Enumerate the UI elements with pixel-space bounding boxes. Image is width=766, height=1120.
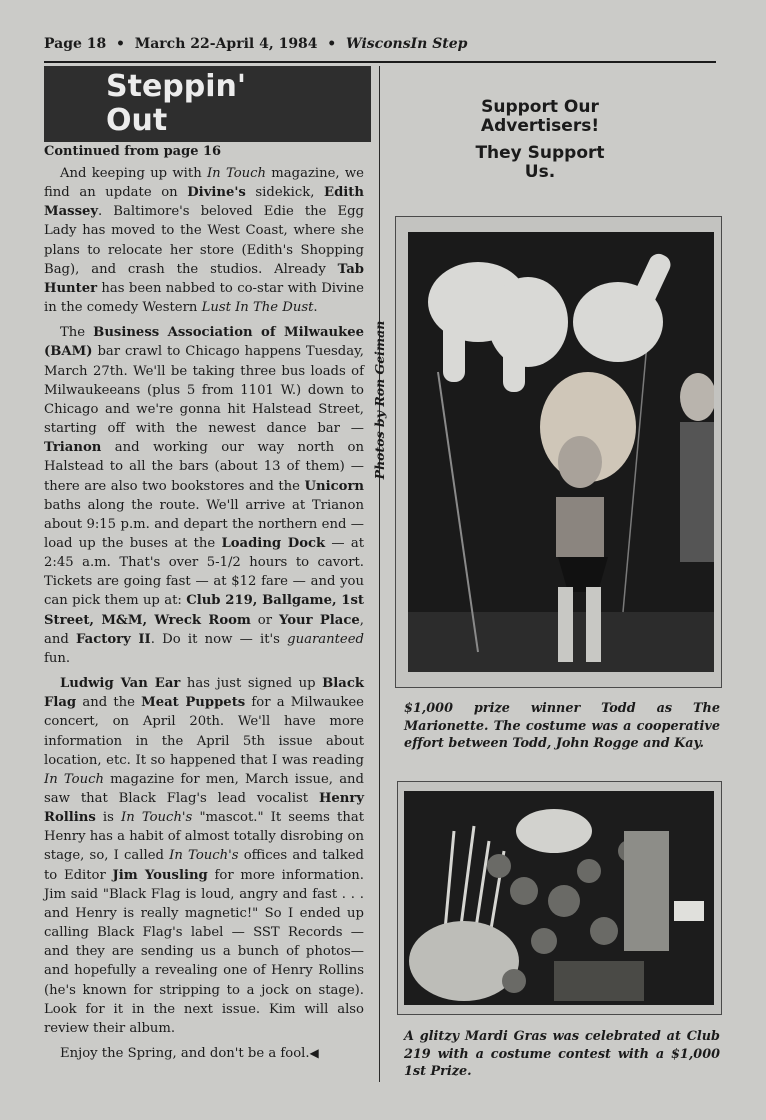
bold-run: Your Place <box>278 612 360 628</box>
text-run: . <box>313 300 318 316</box>
page-number: Page 18 <box>44 36 107 52</box>
banner-line-2: Out <box>106 103 168 138</box>
text-run: and the <box>76 695 142 711</box>
mardi-gras-photo-graphic <box>404 791 714 1005</box>
header-separator: • <box>116 36 125 52</box>
continued-note: Continued from page 16 <box>44 144 222 159</box>
mardi-gras-photo <box>404 791 714 1005</box>
article-paragraph <box>44 674 364 1038</box>
text-run: . Baltimore's beloved Edie the Egg Lady has moved to the West Coast, where she plans to relocate her store (Edith's Shopping Bag), and crash the studios. Already <box>44 204 364 277</box>
text-run: for more information. Jim said "Black Flag is loud, angry and fast . . . and Henry is really magnetic!" So I ended up calling Black Flag's label — SST Records — and they are sending us a bunch of photos— and hopefully a revealing one of Henry Rollins (he's known for stripping to a jock on stage). Look for it in the next issue. Kim will also review their album. <box>44 867 364 1036</box>
photo-caption: $1,000 prize winner Todd as The Marionette. The costume was a cooperative effort between Todd, John Rogge and Kay. <box>404 701 720 751</box>
text-run: Enjoy the Spring, and don't be a fool. <box>60 1046 310 1062</box>
bold-run: Jim Yousling <box>112 867 208 883</box>
article-paragraph <box>44 1044 364 1063</box>
issue-date: March 22-April 4, 1984 <box>134 36 318 52</box>
end-mark-icon: ◀ <box>309 1046 319 1061</box>
italic-run: guaranteed <box>287 631 364 647</box>
column-banner <box>44 66 371 142</box>
marionette-photo-graphic <box>408 232 714 672</box>
italic-run: In Touch <box>44 771 104 787</box>
bold-run: Henry Rollins <box>44 791 364 826</box>
page-header <box>44 36 716 52</box>
bold-run: Divine's <box>187 185 246 201</box>
column-divider <box>379 66 380 1082</box>
support-line: Support Our <box>481 97 599 117</box>
text-run: magazine for men, March issue, and saw that Black Flag's lead vocalist <box>44 771 364 806</box>
photo-credit: Photos by Ron Geiman <box>372 320 387 480</box>
support-line: Advertisers! <box>480 116 600 136</box>
text-run: and working our way north on Halstead to all the bars (about 13 of them) — there are also two bookstores and the <box>44 440 364 494</box>
text-run: magazine, we find an update on <box>44 166 364 201</box>
banner-line-1: Steppin' <box>106 69 247 104</box>
article-paragraph <box>44 164 364 317</box>
text-run: And keeping up with <box>60 166 207 181</box>
text-run: bar crawl to Chicago happens Tuesday, March 27th. We'll be taking three bus loads of Milwaukeeans (plus 5 from 1101 W.) down to Chicago and we're gonna hit Halstead Street, starting off with the newest dance bar — <box>44 344 364 437</box>
bold-run: Unicorn <box>304 478 364 494</box>
text-run: is <box>95 810 122 826</box>
text-run: has just signed up <box>180 676 323 692</box>
support-line: Us. <box>524 162 556 182</box>
text-run: sidekick, <box>245 185 325 201</box>
publication-name: WisconsIn Step <box>346 36 468 52</box>
text-run: The <box>60 325 94 341</box>
bold-run: Business Association of Milwaukee (BAM) <box>44 325 364 360</box>
text-run: . Do it now — it's <box>150 631 288 647</box>
bold-run: Factory II <box>76 631 151 647</box>
photo-caption: A glitzy Mardi Gras was celebrated at Club 219 with a costume contest with a $1,000 1st Prize. <box>404 1029 720 1079</box>
support-advertisers-box <box>440 98 640 182</box>
bold-run: Black Flag <box>44 676 364 711</box>
bold-run: Ludwig Van Ear <box>60 676 181 692</box>
italic-run: Lust In The Dust <box>201 300 314 316</box>
bold-run: Meat Puppets <box>141 695 246 711</box>
header-separator: • <box>327 36 337 52</box>
bold-run: Loading Dock <box>221 535 326 551</box>
text-run: offices and talked to Editor <box>44 848 364 883</box>
support-line: They Support <box>475 143 605 163</box>
italic-run: In Touch <box>206 166 267 181</box>
bold-run: Tab Hunter <box>44 261 364 296</box>
text-run: fun. <box>44 650 71 666</box>
italic-run: In Touch's <box>121 810 193 826</box>
text-run: "mascot." It seems that Henry has a habit of almost totally disrobing on stage, so, I called <box>44 810 364 864</box>
article-paragraph <box>44 323 364 668</box>
bold-run: Edith Massey <box>44 185 364 220</box>
bold-run: Club 219, Ballgame, 1st Street, M&M, Wreck Room <box>44 593 364 628</box>
bold-run: Trianon <box>44 440 102 456</box>
italic-run: In Touch's <box>169 848 239 864</box>
text-run: for a Milwaukee concert, on April 20th. We'll have more information in the April 5th issue about location, etc. It so happened that I was reading <box>44 695 364 768</box>
text-run: — at 2:45 a.m. That's over 5-1/2 hours to cavort. Tickets are going fast — at $12 fare — and you can pick them up at: <box>44 535 364 609</box>
text-run: baths along the route. We'll arrive at Trianon about 9:15 p.m. and depart the northern end — load up the buses at the <box>44 497 364 551</box>
text-run: has been nabbed to co-star with Divine in the comedy Western <box>44 280 364 316</box>
banner-title <box>106 70 286 138</box>
marionette-photo <box>408 232 714 672</box>
text-run: , and <box>44 612 364 647</box>
header-rule <box>44 61 716 63</box>
article-body <box>44 164 364 1069</box>
text-run: or <box>250 612 279 628</box>
